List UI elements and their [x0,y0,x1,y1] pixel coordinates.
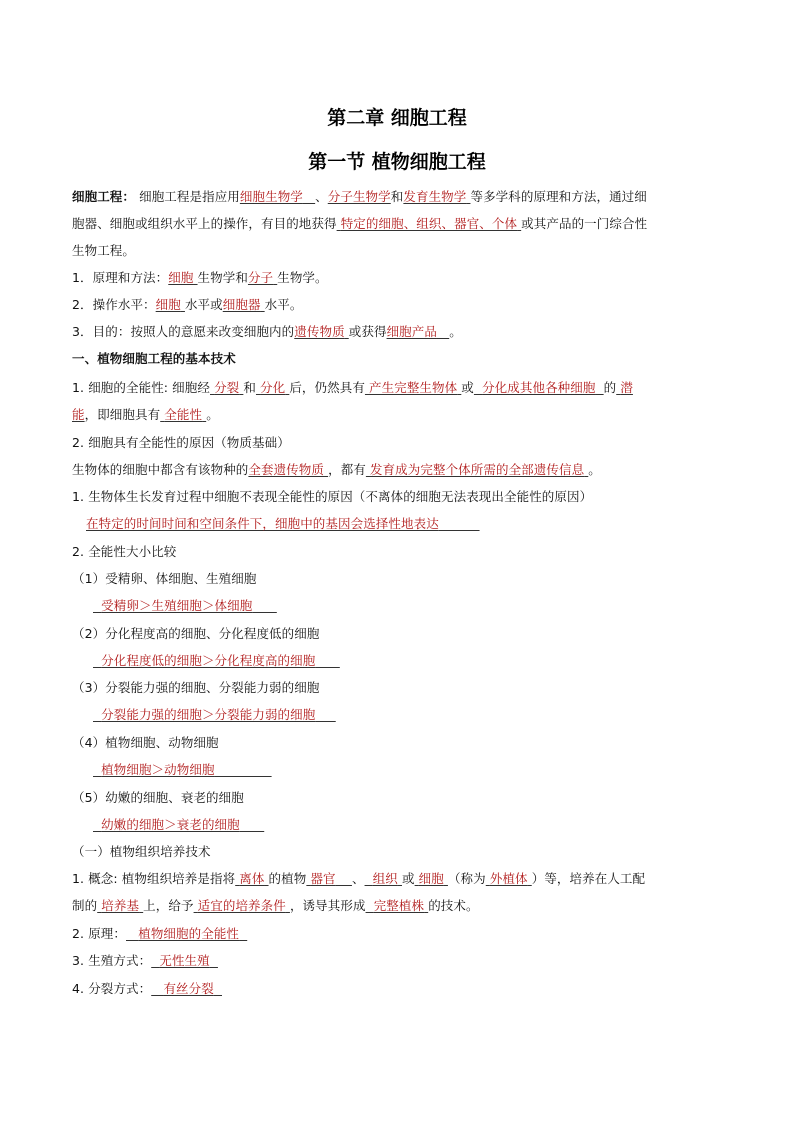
answer: 潜 [620,380,633,395]
compare-title: 2. 全能性大小比较 [72,544,177,559]
no-totipotency-answer [86,516,746,532]
answer: 细胞产品 [386,324,437,339]
answer: 产生完整生物体 [369,380,458,395]
reason-line: 生物体的细胞中都含有该物种的全套遗传物质 ，都有 发育成为完整个体所需的全部遗传信息 。 [72,462,601,477]
no-totipotency-title: 1. 生物体生长发育过程中细胞不表现全能性的原因（不离体的细胞无法表现出全能性的原因） [72,489,593,504]
answer: 幼嫩的细胞＞衰老的细胞 [101,817,240,832]
purpose-line: 3．目的：按照人的意愿来改变细胞内的遗传物质 或获得细胞产品 。 [72,324,462,339]
compare-a-5 [93,817,753,833]
subheading-tissue-culture: （一）植物组织培养技术 [72,844,211,859]
concept-line-2: 制的 培养基 上，给予 适宜的培养条件 ，诱导其形成 完整植株 的技术。 [72,898,479,913]
answer: 无性生殖 [159,953,210,968]
compare-q-4: （4）植物细胞、动物细胞 [72,735,219,750]
answer: 分化程度低的细胞＞分化程度高的细胞 [101,653,316,668]
answer: 有丝分裂 [163,981,214,996]
compare-a-2 [93,653,753,669]
answer: 发育生物学 [403,189,467,204]
answer: 分子生物学 [327,189,391,204]
answer: 分裂 [214,380,240,395]
answer: 组织 [372,871,398,886]
totipotency-line-1: 1. 细胞的全能性: 细胞经 分裂 和 分化 后，仍然具有 产生完整生物体 或 分化成其他各种细胞 的 潜 [72,380,633,395]
answer: 全能性 [164,407,203,422]
answer: 细胞生物学 [239,189,303,204]
heading-basic-techniques: 一、植物细胞工程的基本技术 [72,351,236,366]
compare-q-1: （1）受精卵、体细胞、生殖细胞 [72,571,257,586]
reproduction-line: 3. 生殖方式： 无性生殖 [72,953,210,968]
principle-line: 1．原理和方法：细胞 生物学和分子 生物学。 [72,270,328,285]
answer: 细胞器 [222,297,261,312]
answer: 分化成其他各种细胞 [482,380,596,395]
principle-tissue-line: 2. 原理： 植物细胞的全能性 [72,926,240,941]
answer: 细胞 [155,297,181,312]
intro-line-3: 生物工程。 [72,243,136,258]
level-line: 2．操作水平：细胞 水平或细胞器 水平。 [72,297,303,312]
intro-line-1: 细胞工程： 细胞工程是指应用细胞生物学 、分子生物学和发育生物学 等多学科的原理和方法，通过细 [72,189,647,204]
answer: 植物细胞＞动物细胞 [101,762,215,777]
compare-q-2: （2）分化程度高的细胞、分化程度低的细胞 [72,626,320,641]
answer: 遗传物质 [294,324,345,339]
answer: 外植体 [489,871,528,886]
answer: 特定的细胞、组织、器官、个体 [340,216,518,231]
answer: 器官 [310,871,336,886]
compare-a-4 [93,762,753,778]
totipotency-line-2: 能，即细胞具有 全能性 。 [72,407,219,422]
answer: 植物细胞的全能性 [138,926,240,941]
answer: 离体 [239,871,265,886]
compare-a-1 [93,598,753,614]
section-title: 第一节 植物细胞工程 [308,151,486,173]
answer: 受精卵＞生殖细胞＞体细胞 [101,598,253,613]
concept-line-1: 1. 概念: 植物组织培养是指将 离体 的植物 器官 、 组织 或 细胞 （称为 外植体 ）等，培养在人工配 [72,871,646,886]
answer: 细胞 [168,270,194,285]
answer: 完整植株 [373,898,425,913]
intro-line-2: 胞器、细胞或组织水平上的操作，有目的地获得 特定的细胞、组织、器官、个体 或其产品的一门综合性 [72,216,648,231]
reason-title: 2. 细胞具有全能性的原因（物质基础） [72,435,290,450]
answer: 分化 [260,380,286,395]
compare-a-3 [93,707,753,723]
answer: 发育成为完整个体所需的全部遗传信息 [369,462,585,477]
answer: 全套遗传物质 [248,462,325,477]
chapter-title: 第二章 细胞工程 [327,107,467,129]
intro-label: 细胞工程： [72,189,136,204]
answer: 细胞 [418,871,444,886]
answer: 培养基 [101,898,140,913]
answer: 分裂能力强的细胞＞分裂能力弱的细胞 [101,707,316,722]
answer: 在特定的时间时间和空间条件下，细胞中的基因会选择性地表达 [86,516,439,531]
division-line: 4. 分裂方式： 有丝分裂 [72,981,214,996]
answer: 适宜的培养条件 [197,898,286,913]
compare-q-3: （3）分裂能力强的细胞、分裂能力弱的细胞 [72,680,320,695]
answer: 能 [72,407,85,422]
compare-q-5: （5）幼嫩的细胞、衰老的细胞 [72,790,244,805]
answer: 分子 [247,270,274,285]
